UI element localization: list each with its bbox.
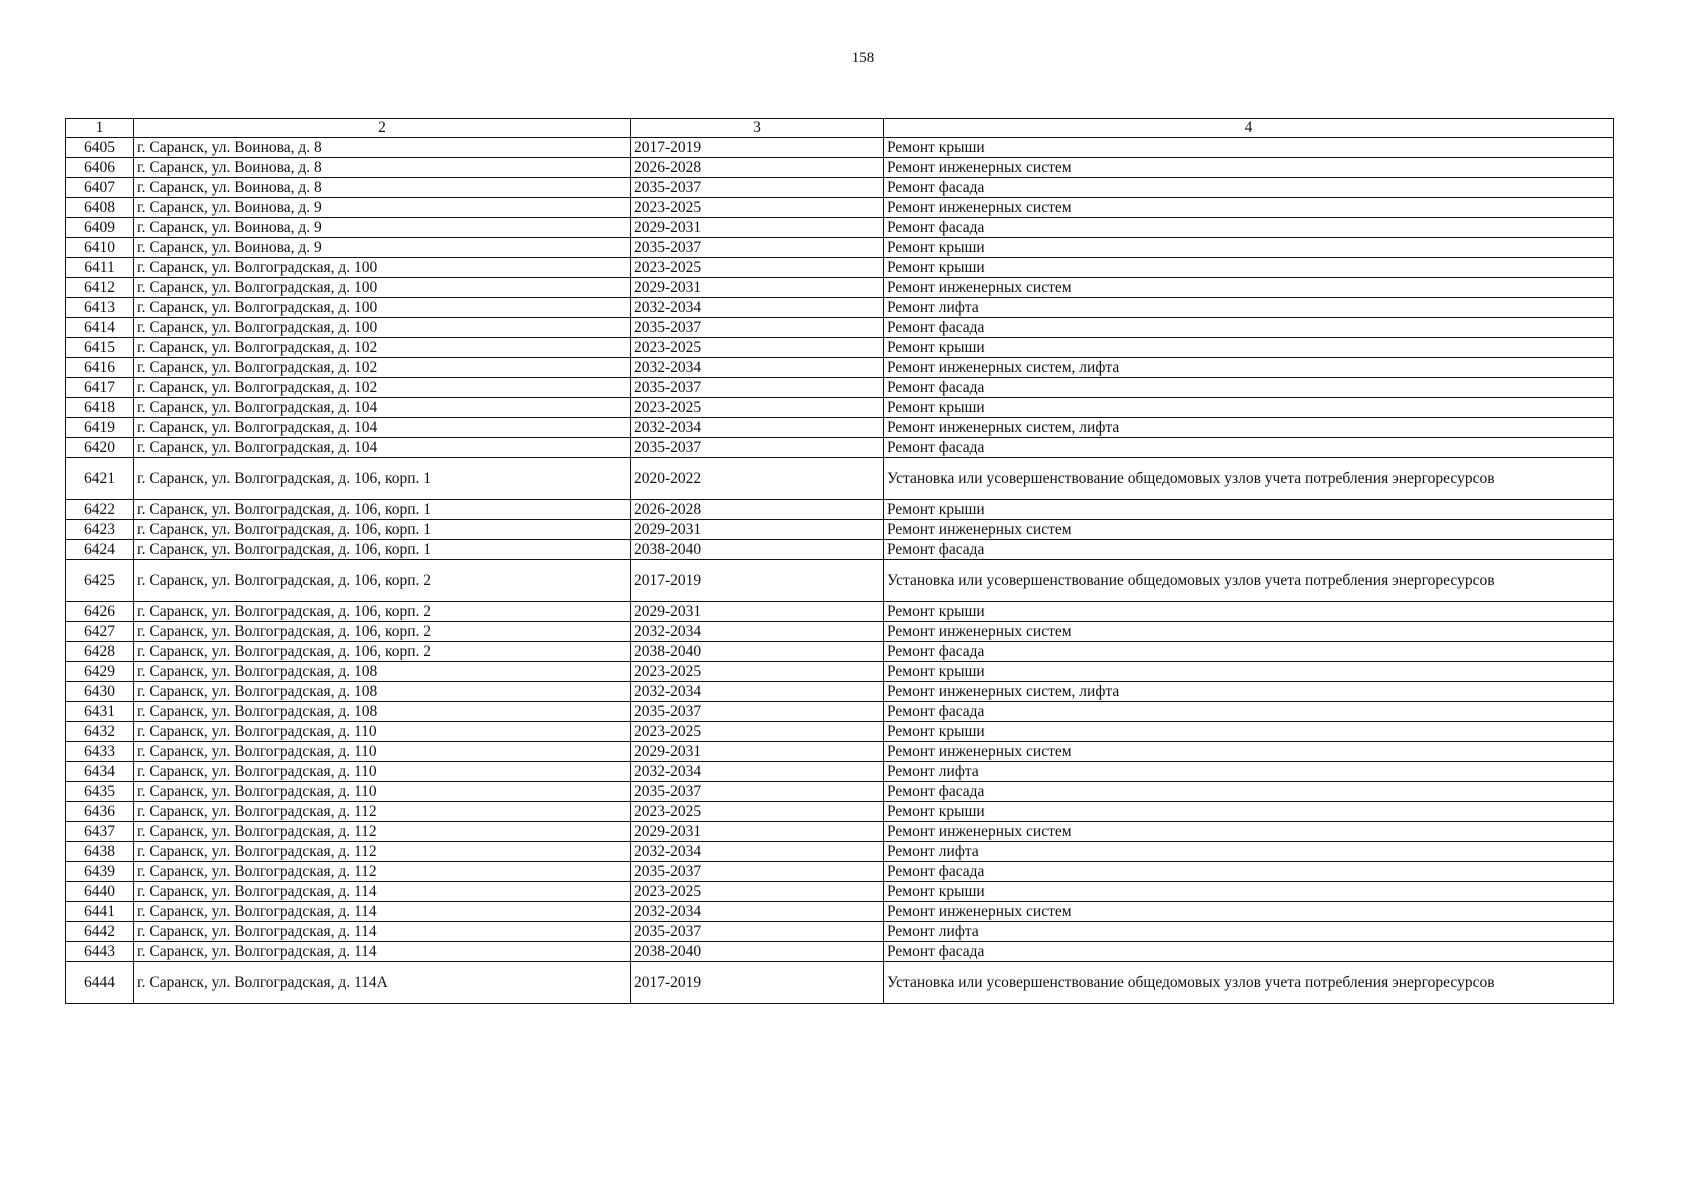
period-cell: 2032-2034 bbox=[631, 902, 884, 922]
row-number-cell: 6423 bbox=[66, 520, 134, 540]
row-number-cell: 6441 bbox=[66, 902, 134, 922]
table-row bbox=[66, 500, 1614, 520]
period-cell: 2032-2034 bbox=[631, 622, 884, 642]
table-row bbox=[66, 682, 1614, 702]
address-cell: г. Саранск, ул. Волгоградская, д. 106, корп. 1 bbox=[134, 500, 631, 520]
table-row bbox=[66, 398, 1614, 418]
address-cell: г. Саранск, ул. Волгоградская, д. 100 bbox=[134, 298, 631, 318]
table-header-row bbox=[66, 119, 1614, 138]
period-cell: 2035-2037 bbox=[631, 782, 884, 802]
work-type-cell: Ремонт инженерных систем bbox=[884, 278, 1614, 298]
work-type-cell: Ремонт инженерных систем bbox=[884, 822, 1614, 842]
period-cell: 2032-2034 bbox=[631, 842, 884, 862]
table-row bbox=[66, 762, 1614, 782]
table-row bbox=[66, 802, 1614, 822]
address-cell: г. Саранск, ул. Волгоградская, д. 112 bbox=[134, 822, 631, 842]
address-cell: г. Саранск, ул. Волгоградская, д. 112 bbox=[134, 862, 631, 882]
row-number-cell: 6418 bbox=[66, 398, 134, 418]
row-number-cell: 6411 bbox=[66, 258, 134, 278]
row-number-cell: 6415 bbox=[66, 338, 134, 358]
address-cell: г. Саранск, ул. Волгоградская, д. 106, корп. 1 bbox=[134, 458, 631, 500]
table-row bbox=[66, 662, 1614, 682]
address-cell: г. Саранск, ул. Волгоградская, д. 106, корп. 2 bbox=[134, 622, 631, 642]
address-cell: г. Саранск, ул. Волгоградская, д. 106, корп. 2 bbox=[134, 642, 631, 662]
table-row bbox=[66, 358, 1614, 378]
work-type-cell: Ремонт инженерных систем, лифта bbox=[884, 358, 1614, 378]
work-type-cell: Ремонт крыши bbox=[884, 398, 1614, 418]
table-row bbox=[66, 962, 1614, 1004]
row-number-cell: 6432 bbox=[66, 722, 134, 742]
address-cell: г. Саранск, ул. Воинова, д. 8 bbox=[134, 158, 631, 178]
row-number-cell: 6427 bbox=[66, 622, 134, 642]
address-cell: г. Саранск, ул. Воинова, д. 8 bbox=[134, 138, 631, 158]
period-cell: 2035-2037 bbox=[631, 438, 884, 458]
row-number-cell: 6440 bbox=[66, 882, 134, 902]
table-row bbox=[66, 338, 1614, 358]
work-type-cell: Установка или усовершенствование общедомовых узлов учета потребления энергоресурсов bbox=[884, 560, 1614, 602]
address-cell: г. Саранск, ул. Волгоградская, д. 114А bbox=[134, 962, 631, 1004]
period-cell: 2023-2025 bbox=[631, 338, 884, 358]
table-row bbox=[66, 902, 1614, 922]
row-number-cell: 6443 bbox=[66, 942, 134, 962]
period-cell: 2032-2034 bbox=[631, 358, 884, 378]
table-body bbox=[66, 119, 1614, 1004]
period-cell: 2032-2034 bbox=[631, 762, 884, 782]
table-row bbox=[66, 198, 1614, 218]
period-cell: 2035-2037 bbox=[631, 702, 884, 722]
period-cell: 2035-2037 bbox=[631, 238, 884, 258]
work-type-cell: Ремонт крыши bbox=[884, 238, 1614, 258]
period-cell: 2035-2037 bbox=[631, 862, 884, 882]
address-cell: г. Саранск, ул. Волгоградская, д. 110 bbox=[134, 722, 631, 742]
period-cell: 2029-2031 bbox=[631, 742, 884, 762]
period-cell: 2023-2025 bbox=[631, 398, 884, 418]
row-number-cell: 6426 bbox=[66, 602, 134, 622]
header-cell-2: 2 bbox=[134, 119, 631, 138]
work-type-cell: Ремонт фасада bbox=[884, 862, 1614, 882]
row-number-cell: 6424 bbox=[66, 540, 134, 560]
period-cell: 2017-2019 bbox=[631, 138, 884, 158]
table-row bbox=[66, 622, 1614, 642]
row-number-cell: 6406 bbox=[66, 158, 134, 178]
address-cell: г. Саранск, ул. Волгоградская, д. 114 bbox=[134, 902, 631, 922]
address-cell: г. Саранск, ул. Волгоградская, д. 114 bbox=[134, 882, 631, 902]
table-row bbox=[66, 540, 1614, 560]
row-number-cell: 6405 bbox=[66, 138, 134, 158]
table-row bbox=[66, 298, 1614, 318]
period-cell: 2038-2040 bbox=[631, 540, 884, 560]
period-cell: 2035-2037 bbox=[631, 178, 884, 198]
header-cell-3: 3 bbox=[631, 119, 884, 138]
work-type-cell: Ремонт фасада bbox=[884, 702, 1614, 722]
row-number-cell: 6429 bbox=[66, 662, 134, 682]
table-row bbox=[66, 882, 1614, 902]
period-cell: 2032-2034 bbox=[631, 418, 884, 438]
period-cell: 2023-2025 bbox=[631, 258, 884, 278]
table-row bbox=[66, 438, 1614, 458]
row-number-cell: 6425 bbox=[66, 560, 134, 602]
work-type-cell: Ремонт крыши bbox=[884, 882, 1614, 902]
address-cell: г. Саранск, ул. Воинова, д. 9 bbox=[134, 218, 631, 238]
address-cell: г. Саранск, ул. Волгоградская, д. 110 bbox=[134, 742, 631, 762]
work-type-cell: Ремонт фасада bbox=[884, 438, 1614, 458]
period-cell: 2017-2019 bbox=[631, 560, 884, 602]
period-cell: 2038-2040 bbox=[631, 942, 884, 962]
table-row bbox=[66, 922, 1614, 942]
address-cell: г. Саранск, ул. Воинова, д. 8 bbox=[134, 178, 631, 198]
period-cell: 2029-2031 bbox=[631, 520, 884, 540]
table-row bbox=[66, 722, 1614, 742]
table-row bbox=[66, 178, 1614, 198]
work-type-cell: Ремонт инженерных систем bbox=[884, 742, 1614, 762]
work-type-cell: Ремонт фасада bbox=[884, 378, 1614, 398]
row-number-cell: 6420 bbox=[66, 438, 134, 458]
work-type-cell: Ремонт лифта bbox=[884, 298, 1614, 318]
period-cell: 2038-2040 bbox=[631, 642, 884, 662]
work-type-cell: Ремонт инженерных систем, лифта bbox=[884, 418, 1614, 438]
table-row bbox=[66, 742, 1614, 762]
row-number-cell: 6439 bbox=[66, 862, 134, 882]
row-number-cell: 6442 bbox=[66, 922, 134, 942]
period-cell: 2035-2037 bbox=[631, 922, 884, 942]
work-type-cell: Ремонт фасада bbox=[884, 218, 1614, 238]
row-number-cell: 6410 bbox=[66, 238, 134, 258]
period-cell: 2020-2022 bbox=[631, 458, 884, 500]
row-number-cell: 6409 bbox=[66, 218, 134, 238]
period-cell: 2035-2037 bbox=[631, 318, 884, 338]
row-number-cell: 6433 bbox=[66, 742, 134, 762]
header-cell-1: 1 bbox=[66, 119, 134, 138]
work-type-cell: Ремонт крыши bbox=[884, 500, 1614, 520]
address-cell: г. Саранск, ул. Волгоградская, д. 102 bbox=[134, 338, 631, 358]
address-cell: г. Саранск, ул. Волгоградская, д. 106, корп. 2 bbox=[134, 602, 631, 622]
row-number-cell: 6428 bbox=[66, 642, 134, 662]
table-row bbox=[66, 602, 1614, 622]
work-type-cell: Ремонт инженерных систем bbox=[884, 198, 1614, 218]
work-type-cell: Ремонт крыши bbox=[884, 602, 1614, 622]
address-cell: г. Саранск, ул. Волгоградская, д. 104 bbox=[134, 398, 631, 418]
table-row bbox=[66, 378, 1614, 398]
work-type-cell: Ремонт инженерных систем, лифта bbox=[884, 682, 1614, 702]
table-row bbox=[66, 842, 1614, 862]
address-cell: г. Саранск, ул. Волгоградская, д. 104 bbox=[134, 418, 631, 438]
work-type-cell: Ремонт фасада bbox=[884, 178, 1614, 198]
row-number-cell: 6412 bbox=[66, 278, 134, 298]
row-number-cell: 6413 bbox=[66, 298, 134, 318]
period-cell: 2035-2037 bbox=[631, 378, 884, 398]
address-cell: г. Саранск, ул. Волгоградская, д. 102 bbox=[134, 378, 631, 398]
table-row bbox=[66, 458, 1614, 500]
period-cell: 2032-2034 bbox=[631, 682, 884, 702]
table-row bbox=[66, 218, 1614, 238]
table-row bbox=[66, 238, 1614, 258]
table-row bbox=[66, 942, 1614, 962]
table-row bbox=[66, 138, 1614, 158]
work-type-cell: Ремонт фасада bbox=[884, 942, 1614, 962]
table-row bbox=[66, 702, 1614, 722]
row-number-cell: 6408 bbox=[66, 198, 134, 218]
table-row bbox=[66, 642, 1614, 662]
address-cell: г. Саранск, ул. Волгоградская, д. 112 bbox=[134, 842, 631, 862]
address-cell: г. Саранск, ул. Волгоградская, д. 112 bbox=[134, 802, 631, 822]
row-number-cell: 6416 bbox=[66, 358, 134, 378]
work-type-cell: Ремонт крыши bbox=[884, 662, 1614, 682]
work-type-cell: Ремонт лифта bbox=[884, 922, 1614, 942]
work-type-cell: Ремонт крыши bbox=[884, 258, 1614, 278]
row-number-cell: 6414 bbox=[66, 318, 134, 338]
table-row bbox=[66, 278, 1614, 298]
row-number-cell: 6421 bbox=[66, 458, 134, 500]
address-cell: г. Саранск, ул. Волгоградская, д. 100 bbox=[134, 278, 631, 298]
address-cell: г. Саранск, ул. Волгоградская, д. 108 bbox=[134, 662, 631, 682]
work-type-cell: Ремонт фасада bbox=[884, 782, 1614, 802]
table-row bbox=[66, 560, 1614, 602]
address-cell: г. Саранск, ул. Волгоградская, д. 108 bbox=[134, 702, 631, 722]
period-cell: 2026-2028 bbox=[631, 500, 884, 520]
address-cell: г. Саранск, ул. Волгоградская, д. 100 bbox=[134, 318, 631, 338]
table-row bbox=[66, 258, 1614, 278]
work-type-cell: Ремонт инженерных систем bbox=[884, 622, 1614, 642]
address-cell: г. Саранск, ул. Воинова, д. 9 bbox=[134, 198, 631, 218]
table-row bbox=[66, 318, 1614, 338]
table-row bbox=[66, 782, 1614, 802]
table-row bbox=[66, 520, 1614, 540]
table-row bbox=[66, 418, 1614, 438]
period-cell: 2023-2025 bbox=[631, 802, 884, 822]
work-type-cell: Установка или усовершенствование общедомовых узлов учета потребления энергоресурсов bbox=[884, 962, 1614, 1004]
address-cell: г. Саранск, ул. Волгоградская, д. 106, корп. 2 bbox=[134, 560, 631, 602]
period-cell: 2029-2031 bbox=[631, 602, 884, 622]
address-cell: г. Саранск, ул. Волгоградская, д. 108 bbox=[134, 682, 631, 702]
work-type-cell: Ремонт фасада bbox=[884, 318, 1614, 338]
work-type-cell: Ремонт фасада bbox=[884, 642, 1614, 662]
address-cell: г. Саранск, ул. Волгоградская, д. 100 bbox=[134, 258, 631, 278]
period-cell: 2023-2025 bbox=[631, 882, 884, 902]
period-cell: 2029-2031 bbox=[631, 278, 884, 298]
address-cell: г. Саранск, ул. Волгоградская, д. 110 bbox=[134, 782, 631, 802]
work-type-cell: Ремонт крыши bbox=[884, 338, 1614, 358]
address-cell: г. Саранск, ул. Волгоградская, д. 106, корп. 1 bbox=[134, 540, 631, 560]
row-number-cell: 6419 bbox=[66, 418, 134, 438]
row-number-cell: 6431 bbox=[66, 702, 134, 722]
row-number-cell: 6437 bbox=[66, 822, 134, 842]
work-type-cell: Ремонт инженерных систем bbox=[884, 158, 1614, 178]
table-row bbox=[66, 822, 1614, 842]
period-cell: 2017-2019 bbox=[631, 962, 884, 1004]
row-number-cell: 6422 bbox=[66, 500, 134, 520]
work-type-cell: Ремонт крыши bbox=[884, 722, 1614, 742]
work-type-cell: Установка или усовершенствование общедомовых узлов учета потребления энергоресурсов bbox=[884, 458, 1614, 500]
repair-schedule-table bbox=[65, 118, 1614, 1004]
row-number-cell: 6438 bbox=[66, 842, 134, 862]
row-number-cell: 6435 bbox=[66, 782, 134, 802]
row-number-cell: 6436 bbox=[66, 802, 134, 822]
page-number: 158 bbox=[851, 50, 875, 66]
row-number-cell: 6417 bbox=[66, 378, 134, 398]
period-cell: 2023-2025 bbox=[631, 722, 884, 742]
work-type-cell: Ремонт крыши bbox=[884, 138, 1614, 158]
row-number-cell: 6434 bbox=[66, 762, 134, 782]
table-row bbox=[66, 862, 1614, 882]
period-cell: 2023-2025 bbox=[631, 198, 884, 218]
row-number-cell: 6407 bbox=[66, 178, 134, 198]
row-number-cell: 6430 bbox=[66, 682, 134, 702]
address-cell: г. Саранск, ул. Волгоградская, д. 114 bbox=[134, 942, 631, 962]
work-type-cell: Ремонт инженерных систем bbox=[884, 520, 1614, 540]
work-type-cell: Ремонт инженерных систем bbox=[884, 902, 1614, 922]
address-cell: г. Саранск, ул. Волгоградская, д. 110 bbox=[134, 762, 631, 782]
address-cell: г. Саранск, ул. Волгоградская, д. 104 bbox=[134, 438, 631, 458]
work-type-cell: Ремонт лифта bbox=[884, 762, 1614, 782]
work-type-cell: Ремонт крыши bbox=[884, 802, 1614, 822]
header-cell-4: 4 bbox=[884, 119, 1614, 138]
row-number-cell: 6444 bbox=[66, 962, 134, 1004]
work-type-cell: Ремонт фасада bbox=[884, 540, 1614, 560]
address-cell: г. Саранск, ул. Воинова, д. 9 bbox=[134, 238, 631, 258]
table-row bbox=[66, 158, 1614, 178]
period-cell: 2032-2034 bbox=[631, 298, 884, 318]
address-cell: г. Саранск, ул. Волгоградская, д. 114 bbox=[134, 922, 631, 942]
address-cell: г. Саранск, ул. Волгоградская, д. 102 bbox=[134, 358, 631, 378]
period-cell: 2029-2031 bbox=[631, 218, 884, 238]
period-cell: 2029-2031 bbox=[631, 822, 884, 842]
work-type-cell: Ремонт лифта bbox=[884, 842, 1614, 862]
address-cell: г. Саранск, ул. Волгоградская, д. 106, корп. 1 bbox=[134, 520, 631, 540]
period-cell: 2023-2025 bbox=[631, 662, 884, 682]
period-cell: 2026-2028 bbox=[631, 158, 884, 178]
